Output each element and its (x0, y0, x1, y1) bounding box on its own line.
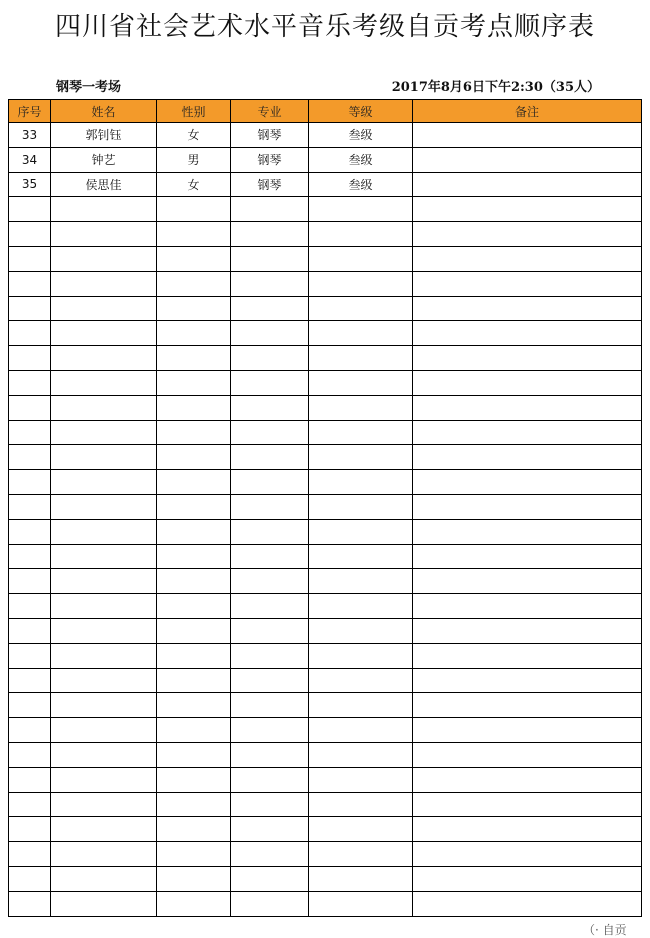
empty-cell (231, 370, 309, 395)
table-row-empty (9, 296, 642, 321)
cell-name: 郭钊钰 (51, 123, 157, 148)
empty-cell (157, 271, 231, 296)
cell-name: 侯思佳 (51, 172, 157, 197)
empty-cell (309, 618, 413, 643)
table-row-empty (9, 594, 642, 619)
empty-cell (9, 246, 51, 271)
empty-cell (231, 643, 309, 668)
empty-cell (231, 346, 309, 371)
empty-cell (231, 519, 309, 544)
page-title: 四川省社会艺术水平音乐考级自贡考点顺序表 (54, 12, 595, 42)
table-row-empty (9, 222, 642, 247)
watermark: （· 自贡 (583, 923, 627, 937)
empty-cell (9, 668, 51, 693)
empty-cell (309, 643, 413, 668)
empty-cell (413, 618, 642, 643)
cell-no: 33 (9, 123, 51, 148)
empty-cell (309, 420, 413, 445)
empty-cell (309, 668, 413, 693)
empty-cell (9, 544, 51, 569)
table-row-empty (9, 420, 642, 445)
empty-cell (413, 842, 642, 867)
empty-cell (9, 470, 51, 495)
empty-cell (157, 246, 231, 271)
empty-cell (309, 470, 413, 495)
empty-cell (231, 544, 309, 569)
empty-cell (9, 643, 51, 668)
cell-level: 叁级 (309, 172, 413, 197)
cell-name: 钟艺 (51, 147, 157, 172)
table-row-empty (9, 370, 642, 395)
empty-cell (309, 246, 413, 271)
cell-major: 钢琴 (231, 123, 309, 148)
empty-cell (309, 891, 413, 916)
cell-gender: 男 (157, 147, 231, 172)
table-row-empty (9, 395, 642, 420)
empty-cell (413, 420, 642, 445)
table-row-empty (9, 618, 642, 643)
empty-cell (157, 817, 231, 842)
header-major: 专业 (231, 100, 309, 123)
empty-cell (51, 222, 157, 247)
table-row (9, 147, 642, 172)
session-datetime: 2017年8月6日下午2:30（35人） (391, 80, 600, 95)
empty-cell (9, 197, 51, 222)
empty-cell (413, 594, 642, 619)
empty-cell (51, 718, 157, 743)
empty-cell (231, 866, 309, 891)
empty-cell (9, 866, 51, 891)
empty-cell (51, 321, 157, 346)
empty-cell (157, 197, 231, 222)
empty-cell (309, 445, 413, 470)
empty-cell (9, 718, 51, 743)
table-row-empty (9, 817, 642, 842)
empty-cell (157, 321, 231, 346)
empty-cell (413, 866, 642, 891)
table-row-empty (9, 197, 642, 222)
table-header-row (9, 100, 642, 123)
empty-cell (51, 544, 157, 569)
empty-cell (413, 742, 642, 767)
empty-cell (309, 594, 413, 619)
table-row-empty (9, 718, 642, 743)
empty-cell (9, 494, 51, 519)
empty-cell (157, 494, 231, 519)
empty-cell (413, 321, 642, 346)
empty-cell (51, 792, 157, 817)
empty-cell (157, 693, 231, 718)
empty-cell (231, 594, 309, 619)
empty-cell (231, 222, 309, 247)
empty-cell (413, 246, 642, 271)
empty-cell (9, 594, 51, 619)
empty-cell (231, 842, 309, 867)
empty-cell (309, 271, 413, 296)
empty-cell (9, 792, 51, 817)
empty-cell (413, 643, 642, 668)
empty-cell (9, 346, 51, 371)
empty-cell (309, 370, 413, 395)
empty-cell (51, 296, 157, 321)
empty-cell (309, 842, 413, 867)
empty-cell (309, 346, 413, 371)
empty-cell (51, 569, 157, 594)
cell-note (413, 123, 642, 148)
empty-cell (9, 395, 51, 420)
empty-cell (51, 693, 157, 718)
empty-cell (309, 296, 413, 321)
empty-cell (157, 346, 231, 371)
table-row-empty (9, 767, 642, 792)
empty-cell (9, 742, 51, 767)
cell-note (413, 172, 642, 197)
empty-cell (9, 817, 51, 842)
empty-cell (157, 222, 231, 247)
empty-cell (309, 321, 413, 346)
empty-cell (231, 246, 309, 271)
empty-cell (51, 643, 157, 668)
cell-level: 叁级 (309, 147, 413, 172)
table-row (9, 172, 642, 197)
empty-cell (413, 470, 642, 495)
table-row-empty (9, 842, 642, 867)
empty-cell (51, 271, 157, 296)
empty-cell (309, 767, 413, 792)
table-row-empty (9, 246, 642, 271)
empty-cell (9, 271, 51, 296)
empty-cell (9, 519, 51, 544)
empty-cell (157, 569, 231, 594)
empty-cell (51, 594, 157, 619)
empty-cell (157, 891, 231, 916)
exam-room-label: 钢琴一考场 (56, 80, 122, 95)
empty-cell (231, 693, 309, 718)
empty-cell (51, 395, 157, 420)
empty-cell (309, 718, 413, 743)
empty-cell (231, 792, 309, 817)
empty-cell (413, 817, 642, 842)
empty-cell (413, 494, 642, 519)
empty-cell (51, 470, 157, 495)
empty-cell (231, 618, 309, 643)
empty-cell (231, 718, 309, 743)
empty-cell (51, 346, 157, 371)
empty-cell (9, 891, 51, 916)
empty-cell (9, 296, 51, 321)
empty-cell (413, 693, 642, 718)
table-row-empty (9, 668, 642, 693)
empty-cell (51, 445, 157, 470)
empty-cell (413, 395, 642, 420)
empty-cell (231, 321, 309, 346)
empty-cell (231, 197, 309, 222)
empty-cell (9, 445, 51, 470)
header-no: 序号 (9, 100, 51, 123)
empty-cell (157, 296, 231, 321)
empty-cell (413, 346, 642, 371)
empty-cell (413, 271, 642, 296)
cell-no: 35 (9, 172, 51, 197)
empty-cell (157, 420, 231, 445)
empty-cell (309, 544, 413, 569)
empty-cell (413, 891, 642, 916)
empty-cell (413, 296, 642, 321)
empty-cell (231, 767, 309, 792)
table-body (9, 123, 642, 917)
empty-cell (51, 891, 157, 916)
empty-cell (231, 296, 309, 321)
empty-cell (309, 494, 413, 519)
table-row-empty (9, 569, 642, 594)
empty-cell (157, 668, 231, 693)
empty-cell (157, 395, 231, 420)
cell-note (413, 147, 642, 172)
empty-cell (51, 494, 157, 519)
empty-cell (413, 668, 642, 693)
empty-cell (231, 470, 309, 495)
empty-cell (231, 817, 309, 842)
empty-cell (9, 618, 51, 643)
empty-cell (309, 693, 413, 718)
empty-cell (413, 718, 642, 743)
empty-cell (413, 197, 642, 222)
empty-cell (9, 222, 51, 247)
empty-cell (231, 271, 309, 296)
empty-cell (157, 594, 231, 619)
schedule-table (8, 99, 642, 917)
cell-major: 钢琴 (231, 172, 309, 197)
empty-cell (157, 792, 231, 817)
table-row-empty (9, 866, 642, 891)
empty-cell (309, 817, 413, 842)
table-row-empty (9, 891, 642, 916)
empty-cell (309, 569, 413, 594)
empty-cell (231, 445, 309, 470)
table-row-empty (9, 445, 642, 470)
table-row (9, 123, 642, 148)
empty-cell (51, 519, 157, 544)
table-row-empty (9, 742, 642, 767)
empty-cell (51, 742, 157, 767)
table-row-empty (9, 544, 642, 569)
table-row-empty (9, 321, 642, 346)
empty-cell (9, 767, 51, 792)
empty-cell (51, 767, 157, 792)
header-level: 等级 (309, 100, 413, 123)
empty-cell (413, 544, 642, 569)
empty-cell (157, 643, 231, 668)
empty-cell (157, 470, 231, 495)
empty-cell (231, 395, 309, 420)
empty-cell (51, 668, 157, 693)
empty-cell (309, 395, 413, 420)
empty-cell (9, 569, 51, 594)
table-row-empty (9, 693, 642, 718)
empty-cell (157, 370, 231, 395)
table-row-empty (9, 792, 642, 817)
empty-cell (9, 693, 51, 718)
empty-cell (9, 370, 51, 395)
empty-cell (231, 494, 309, 519)
empty-cell (51, 246, 157, 271)
empty-cell (51, 618, 157, 643)
empty-cell (9, 420, 51, 445)
header-note: 备注 (413, 100, 642, 123)
empty-cell (51, 842, 157, 867)
cell-major: 钢琴 (231, 147, 309, 172)
empty-cell (413, 569, 642, 594)
cell-gender: 女 (157, 123, 231, 148)
table-row-empty (9, 494, 642, 519)
table-row-empty (9, 346, 642, 371)
empty-cell (231, 668, 309, 693)
empty-cell (157, 767, 231, 792)
table-row-empty (9, 271, 642, 296)
empty-cell (9, 842, 51, 867)
header-name: 姓名 (51, 100, 157, 123)
empty-cell (309, 197, 413, 222)
empty-cell (231, 569, 309, 594)
empty-cell (51, 370, 157, 395)
empty-cell (231, 891, 309, 916)
empty-cell (51, 197, 157, 222)
empty-cell (157, 519, 231, 544)
header-gender: 性别 (157, 100, 231, 123)
cell-no: 34 (9, 147, 51, 172)
table-row-empty (9, 643, 642, 668)
empty-cell (309, 222, 413, 247)
empty-cell (413, 445, 642, 470)
empty-cell (51, 420, 157, 445)
cell-gender: 女 (157, 172, 231, 197)
empty-cell (157, 842, 231, 867)
empty-cell (157, 742, 231, 767)
empty-cell (157, 866, 231, 891)
empty-cell (157, 544, 231, 569)
empty-cell (413, 519, 642, 544)
empty-cell (9, 321, 51, 346)
empty-cell (309, 742, 413, 767)
empty-cell (231, 420, 309, 445)
cell-level: 叁级 (309, 123, 413, 148)
empty-cell (157, 718, 231, 743)
empty-cell (309, 866, 413, 891)
empty-cell (309, 792, 413, 817)
empty-cell (157, 618, 231, 643)
table-row-empty (9, 470, 642, 495)
empty-cell (231, 742, 309, 767)
empty-cell (157, 445, 231, 470)
table-row-empty (9, 519, 642, 544)
empty-cell (309, 519, 413, 544)
empty-cell (51, 817, 157, 842)
empty-cell (413, 370, 642, 395)
empty-cell (413, 222, 642, 247)
empty-cell (413, 792, 642, 817)
empty-cell (51, 866, 157, 891)
empty-cell (413, 767, 642, 792)
